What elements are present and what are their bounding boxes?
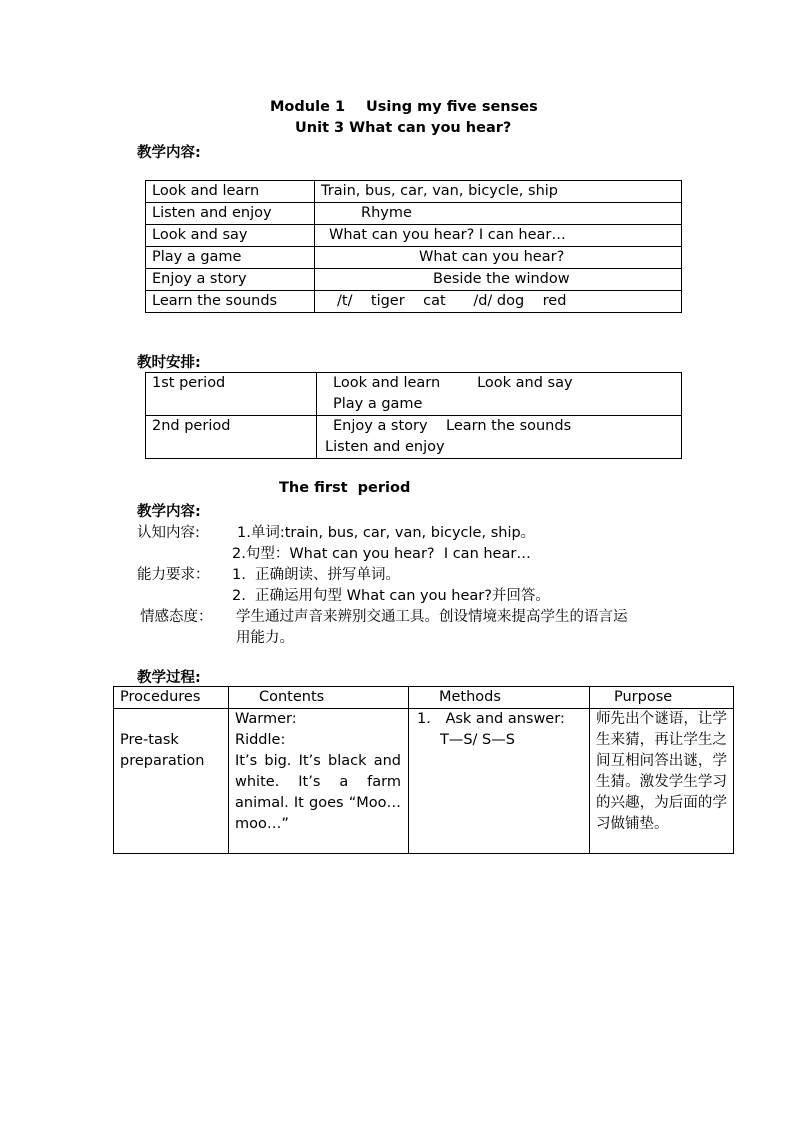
knowledge-label: 认知内容: (137, 525, 200, 541)
content-value: What can you hear? I can hear… (315, 225, 682, 247)
content-value: Train, bus, car, van, bicycle, ship (315, 181, 682, 203)
method-line-1: Ask and answer: (445, 711, 565, 727)
content-label: Learn the sounds (146, 291, 315, 313)
procedure-line-1: Pre-task (120, 732, 179, 748)
contents-riddle: Riddle: (235, 732, 286, 748)
period-activities: Play a game (333, 396, 423, 412)
process-heading: 教学过程: (137, 670, 201, 686)
header-procedures: Procedures (114, 687, 229, 709)
attitude-line-2: 用能力。 (236, 630, 294, 646)
contents-warmer: Warmer: (235, 711, 297, 727)
header-contents: Contents (229, 687, 409, 709)
table-row (146, 269, 682, 291)
content-label: Look and learn (146, 181, 315, 203)
content-label: Play a game (146, 247, 315, 269)
content-value: /t/ tiger cat /d/ dog red (315, 291, 682, 313)
header-methods: Methods (409, 687, 590, 709)
period-activities: Look and learn Look and say (333, 375, 573, 391)
method-line-2: T—S/ S—S (440, 732, 515, 748)
table-row (146, 181, 682, 203)
table-header-row (114, 687, 734, 709)
attitude-label: 情感态度： (140, 609, 213, 625)
content-label: Listen and enjoy (146, 203, 315, 225)
purpose-text: 师先出个谜语，让学生来猜，再让学生之间互相问答出谜，学生猜。激发学生学习的兴趣，为后面的学习做铺垫。 (596, 711, 727, 832)
content-heading: 教学内容: (137, 145, 201, 161)
table-row (146, 203, 682, 225)
content-label: Look and say (146, 225, 315, 247)
process-table (113, 686, 734, 854)
content-value: Beside the window (315, 269, 682, 291)
content-table (145, 180, 682, 313)
content-value: Rhyme (315, 203, 682, 225)
procedure-line-2: preparation (120, 753, 205, 769)
header-purpose: Purpose (590, 687, 734, 709)
period-label: 2nd period (146, 416, 317, 459)
table-row (146, 373, 682, 416)
knowledge-line-2: 2.句型：What can you hear? I can hear… (232, 546, 531, 562)
table-row (146, 247, 682, 269)
module-title: Using my five senses (366, 99, 538, 115)
contents-riddle-text: It’s big. It’s black and white. It’s a farm animal. It goes “Moo…moo…” (235, 753, 401, 832)
method-number: 1. (417, 711, 431, 727)
attitude-line-1: 学生通过声音来辨别交通工具。创设情境来提高学生的语言运 (236, 609, 628, 625)
table-row (146, 291, 682, 313)
first-content-heading: 教学内容: (137, 504, 201, 520)
table-row (146, 225, 682, 247)
table-row (114, 709, 734, 854)
knowledge-line-1: 1.单词:train, bus, car, van, bicycle, ship。 (237, 525, 536, 541)
ability-label: 能力要求： (137, 567, 210, 583)
schedule-heading: 教时安排: (137, 355, 201, 371)
unit-title: Unit 3 What can you hear? (295, 120, 512, 136)
table-row (146, 416, 682, 459)
ability-line-2: 2. 正确运用句型 What can you hear?并回答。 (232, 588, 550, 604)
module-label: Module 1 (270, 99, 346, 115)
schedule-table (145, 372, 682, 459)
first-period-title: The first period (279, 480, 411, 496)
period-label: 1st period (146, 373, 317, 416)
period-activities: Listen and enjoy (325, 439, 445, 455)
content-value: What can you hear? (315, 247, 682, 269)
content-label: Enjoy a story (146, 269, 315, 291)
ability-line-1: 1. 正确朗读、拼写单词。 (232, 567, 401, 583)
period-activities: Enjoy a story Learn the sounds (333, 418, 572, 434)
